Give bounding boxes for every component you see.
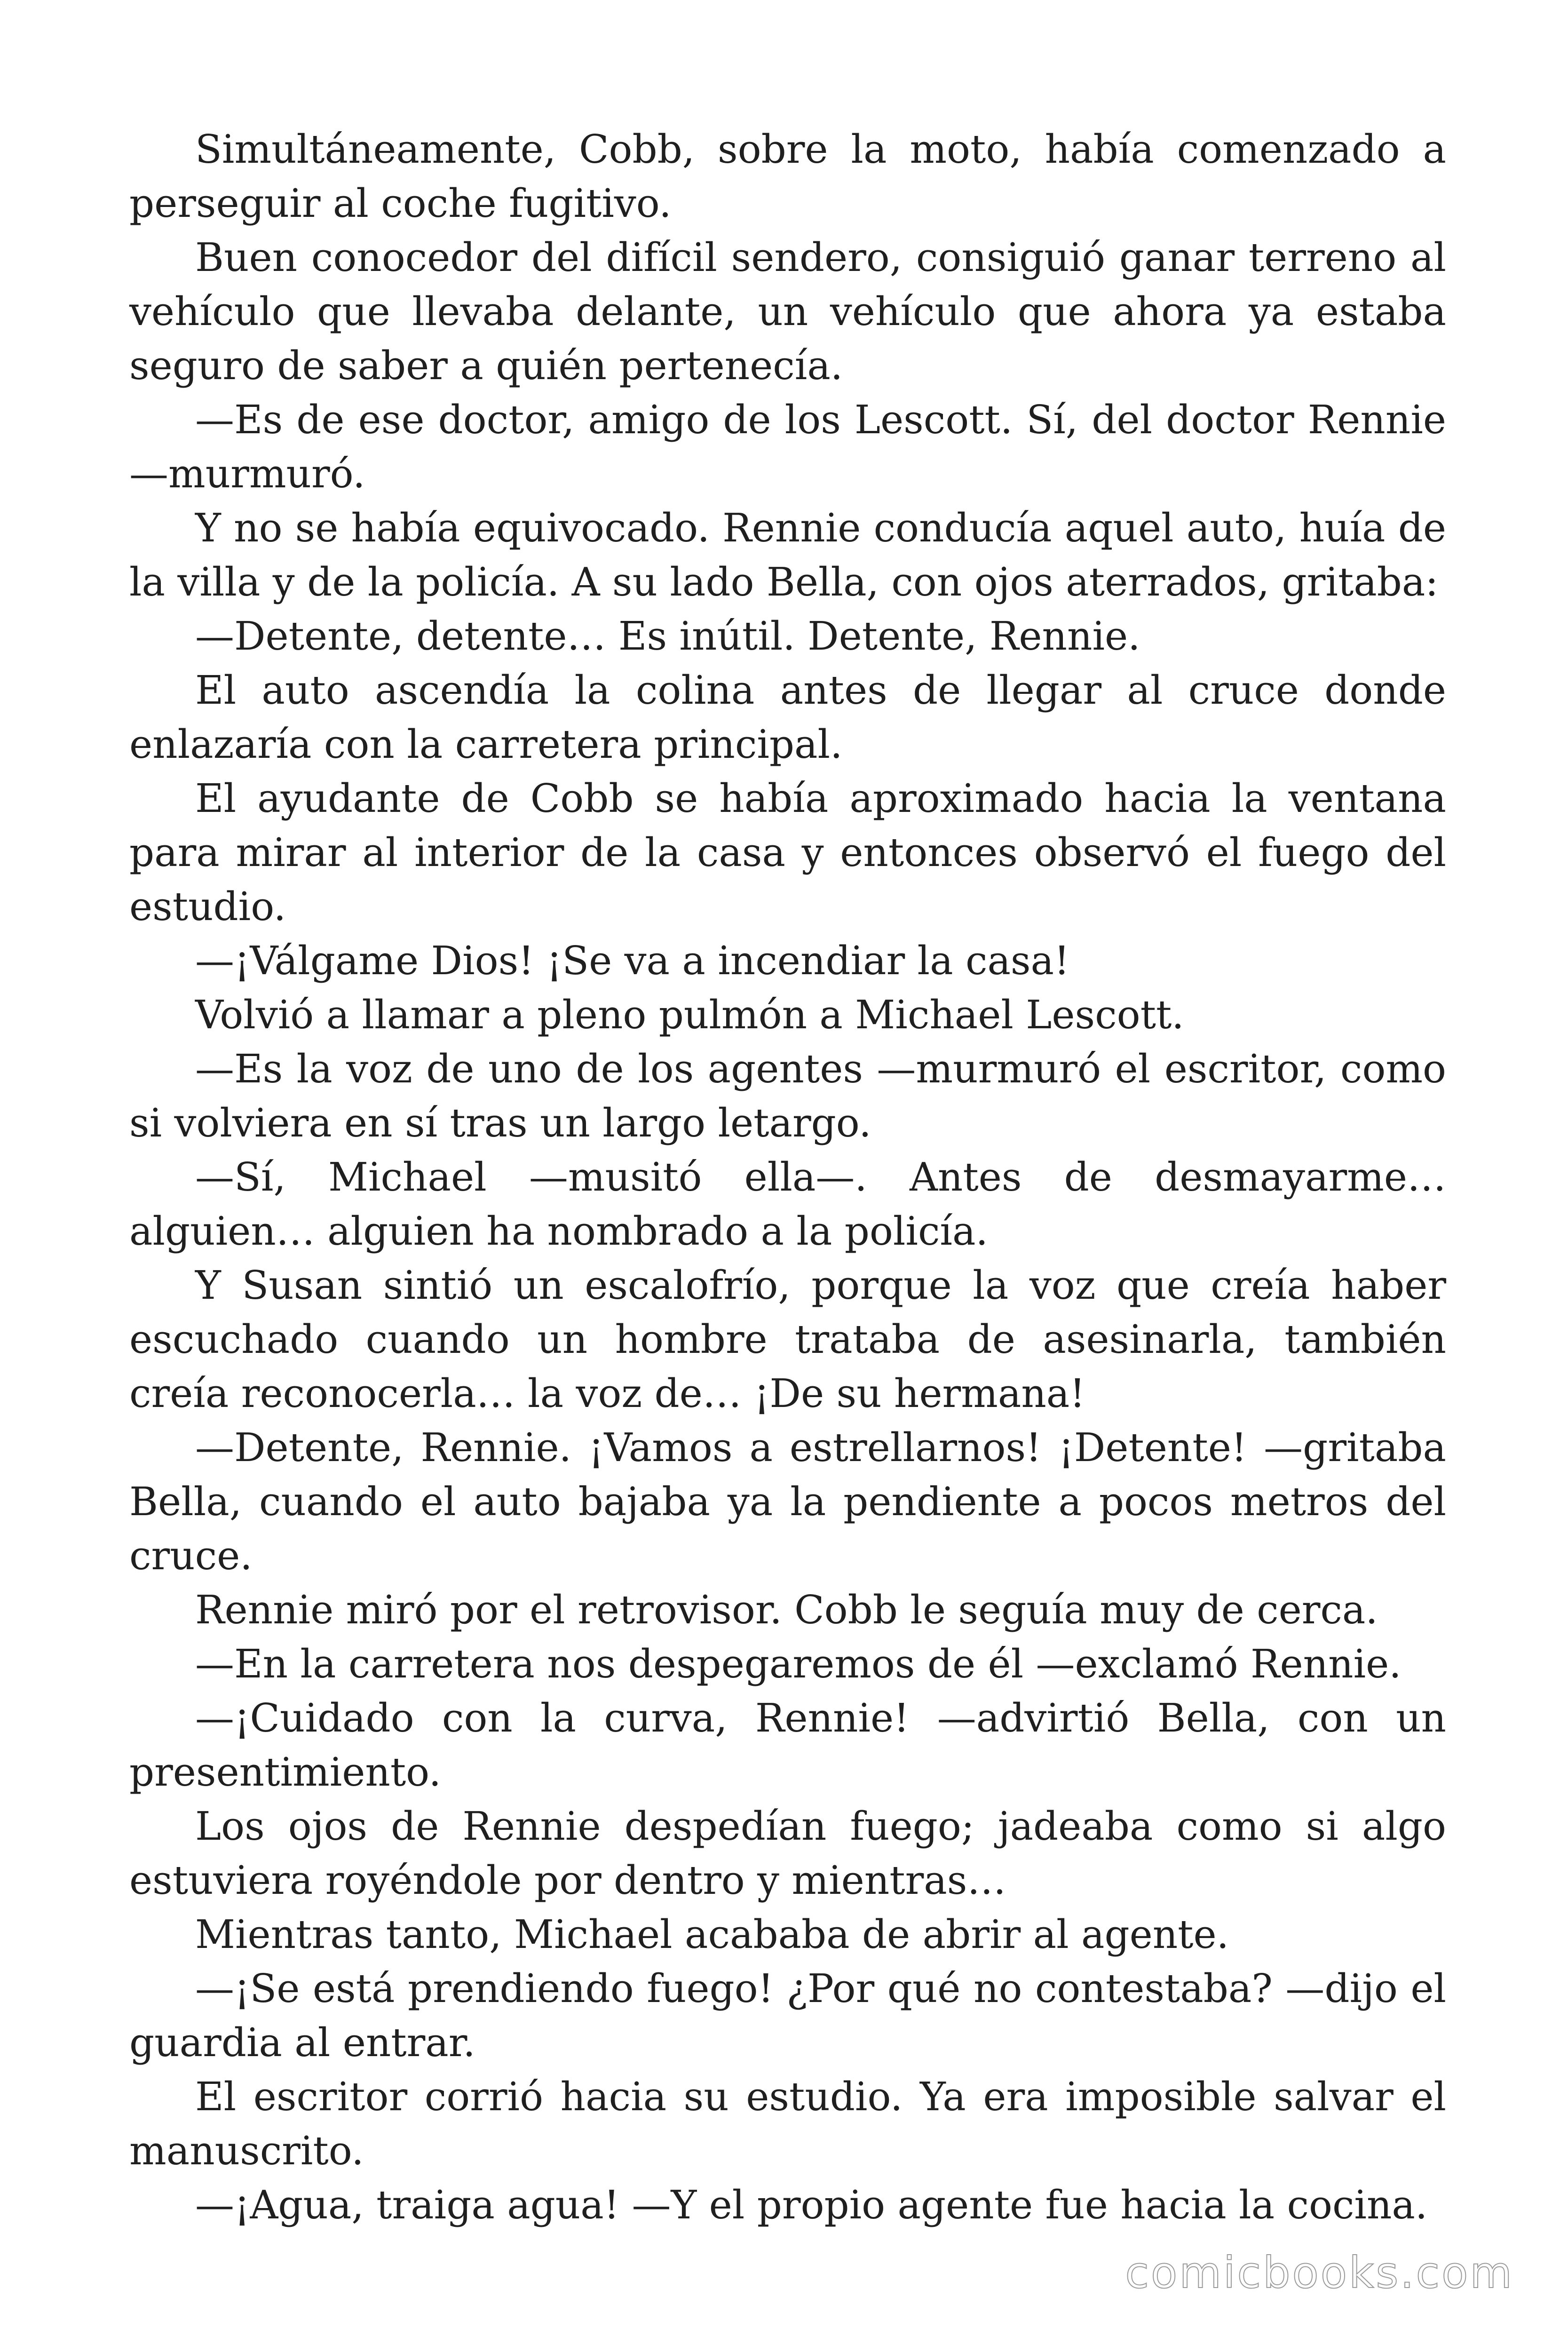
- paragraph: —¡Válgame Dios! ¡Se va a incendiar la casa!: [195, 938, 1070, 984]
- paragraph: —Detente, detente… Es inútil. Detente, Rennie.: [195, 613, 1140, 659]
- paragraph: Volvió a llamar a pleno pulmón a Michael Lescott.: [195, 992, 1184, 1038]
- paragraph: —¡Agua, traiga agua! —Y el propio agente fue hacia la cocina.: [195, 2182, 1428, 2228]
- page-text: [129, 122, 1446, 2232]
- paragraph: —Detente, Rennie. ¡Vamos a estrellarnos! ¡Detente! —gritaba Bella, cuando el auto bajaba ya la pendiente a pocos metros del cruce.: [129, 1425, 1446, 1579]
- paragraph: Mientras tanto, Michael acababa de abrir al agente.: [195, 1912, 1229, 1957]
- paragraph: —En la carretera nos despegaremos de él —exclamó Rennie.: [195, 1641, 1402, 1687]
- paragraph: El escritor corrió hacia su estudio. Ya era imposible salvar el manuscrito.: [129, 2074, 1446, 2174]
- paragraph: Y Susan sintió un escalofrío, porque la voz que creía haber escuchado cuando un hombre trataba de asesinarla, también creía reconocerla… la voz de… ¡De su hermana!: [129, 1263, 1446, 1416]
- paragraph: —Es de ese doctor, amigo de los Lescott. Sí, del doctor Rennie —murmuró.: [129, 397, 1446, 497]
- paragraph: Y no se había equivocado. Rennie conducía aquel auto, huía de la villa y de la policía. A su lado Bella, con ojos aterrados, gritaba:: [129, 505, 1446, 605]
- paragraph: Los ojos de Rennie despedían fuego; jadeaba como si algo estuviera royéndole por dentro y mientras…: [129, 1804, 1446, 1903]
- paragraph: El auto ascendía la colina antes de llegar al cruce donde enlazaría con la carretera principal.: [129, 667, 1446, 767]
- watermark: comicbooks.com: [1125, 2248, 1514, 2298]
- paragraph: —Es la voz de uno de los agentes —murmuró el escritor, como si volviera en sí tras un largo letargo.: [129, 1046, 1446, 1146]
- paragraph: Buen conocedor del difícil sendero, consiguió ganar terreno al vehículo que llevaba delante, un vehículo que ahora ya estaba seguro de saber a quién pertenecía.: [129, 235, 1446, 389]
- paragraph: El ayudante de Cobb se había aproximado hacia la ventana para mirar al interior de la casa y entonces observó el fuego del estudio.: [129, 776, 1446, 930]
- paragraph: Rennie miró por el retrovisor. Cobb le seguía muy de cerca.: [195, 1587, 1378, 1633]
- paragraph: —¡Se está prendiendo fuego! ¿Por qué no contestaba? —dijo el guardia al entrar.: [129, 1966, 1446, 2066]
- paragraph: —Sí, Michael —musitó ella—. Antes de desmayarme… alguien… alguien ha nombrado a la policía.: [129, 1154, 1446, 1254]
- paragraph: —¡Cuidado con la curva, Rennie! —advirtió Bella, con un presentimiento.: [129, 1695, 1446, 1795]
- paragraph: Simultáneamente, Cobb, sobre la moto, había comenzado a perseguir al coche fugitivo.: [129, 127, 1446, 226]
